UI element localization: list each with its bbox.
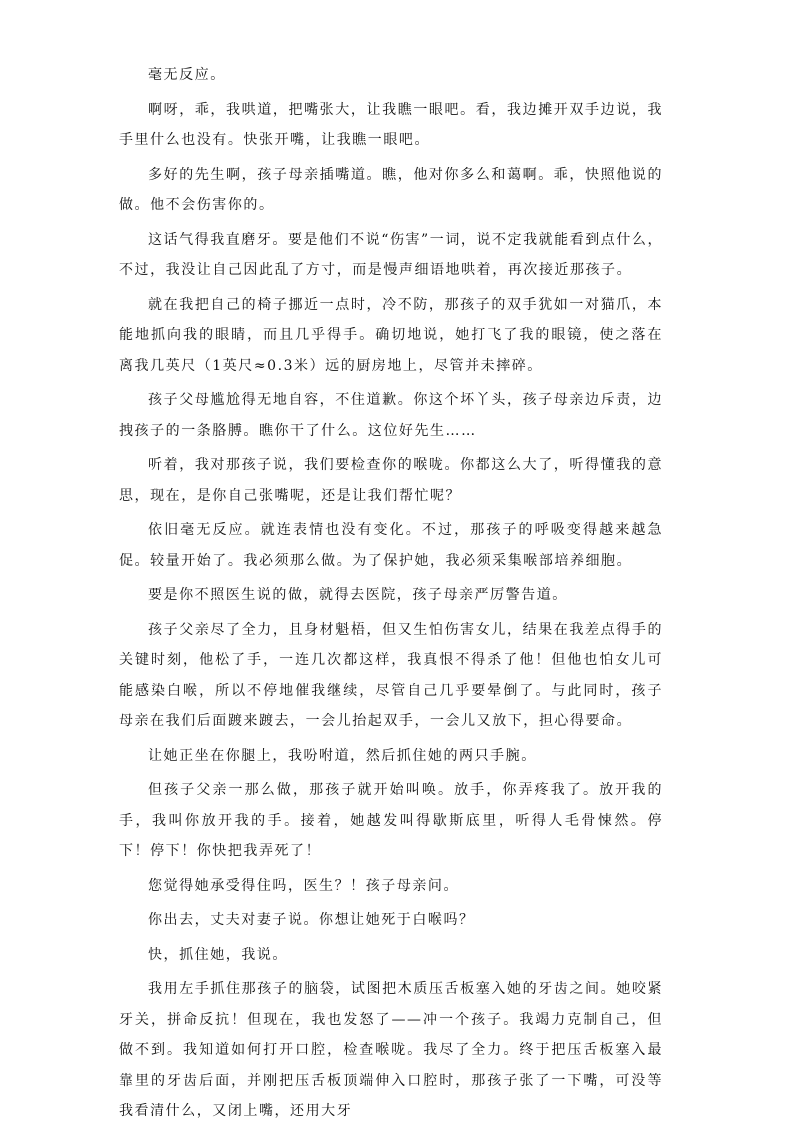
body-text xyxy=(119,60,663,1131)
paragraph: 多好的先生啊，孩子母亲插嘴道。瞧，他对你多么和蔼啊。乖，快照他说的做。他不会伤害你的。 xyxy=(119,166,663,213)
paragraph: 但孩子父亲一那么做，那孩子就开始叫唤。放手，你弄疼我了。放开我的手，我叫你放开我的手。接着，她越发叫得歇斯底里，听得人毛骨悚然。停下！停下！你快把我弄死了！ xyxy=(119,782,663,859)
paragraph: 这话气得我直磨牙。要是他们不说“伤害”一词，说不定我就能看到点什么，不过，我没让自己因此乱了方寸，而是慢声细语地哄着，再次接近那孩子。 xyxy=(119,231,664,278)
paragraph: 要是你不照医生说的做，就得去医院，孩子母亲严厉警告道。 xyxy=(148,587,568,603)
paragraph: 听着，我对那孩子说，我们要检查你的喉咙。你都这么大了，听得懂我的意思，现在，是你自己张嘴呢，还是让我们帮忙呢？ xyxy=(119,457,663,504)
paragraph: 快，抓住她，我说。 xyxy=(148,946,288,963)
paragraph: 毫无反应。 xyxy=(148,67,226,83)
paragraph: 孩子父亲尽了全力，且身材魁梧，但又生怕伤害女儿，结果在我差点得手的关键时刻，他松了手，一连几次都这样，我真恨不得杀了他！但他也怕女儿可能感染白喉，所以不停地催我继续，尽管自己几乎要晕倒了。与此同时，孩子母亲在我们后面踱来踱去，一会儿抬起双手，一会儿又放下，担心得要命。 xyxy=(119,621,663,729)
paragraph: 让她正坐在你腿上，我吩咐道，然后抓住她的两只手腕。 xyxy=(148,747,537,764)
paragraph: 你出去，丈夫对妻子说。你想让她死于白喉吗？ xyxy=(148,912,475,928)
paragraph: 我用左手抓住那孩子的脑袋，试图把木质压舌板塞入她的牙齿之间。她咬紧牙关，拼命反抗！但现在，我也发怒了——冲一个孩子。我竭力克制自己，但做不到。我知道如何打开口腔，检查喉咙。我尽了全力。终于把压舌板塞入最靠里的牙齿后面，并刚把压舌板顶端伸入口腔时，那孩子张了一下嘴，可没等我看清什么，又闭上嘴，还用大牙 xyxy=(119,981,663,1119)
paragraph: 依旧毫无反应。就连表情也没有变化。不过，那孩子的呼吸变得越来越急促。较量开始了。我必须那么做。为了保护她，我必须采集喉部培养细胞。 xyxy=(119,522,663,569)
paragraph: 啊呀，乖，我哄道，把嘴张大，让我瞧一眼吧。看，我边摊开双手边说，我手里什么也没有。快张开嘴，让我瞧一眼吧。 xyxy=(119,101,663,148)
paragraph: 您觉得她承受得住吗，医生？！孩子母亲问。 xyxy=(148,877,459,894)
paragraph: 孩子父母尴尬得无地自容，不住道歉。你这个坏丫头，孩子母亲边斥责，边拽孩子的一条胳膊。瞧你干了什么。这位好先生…… xyxy=(119,392,663,439)
paragraph: 就在我把自己的椅子挪近一点时，冷不防，那孩子的双手犹如一对猫爪，本能地抓向我的眼睛，而且几乎得手。确切地说，她打飞了我的眼镜，使之落在离我几英尺（1英尺≈0.3米）远的厨房地上，尽管并未摔碎。 xyxy=(119,296,663,374)
